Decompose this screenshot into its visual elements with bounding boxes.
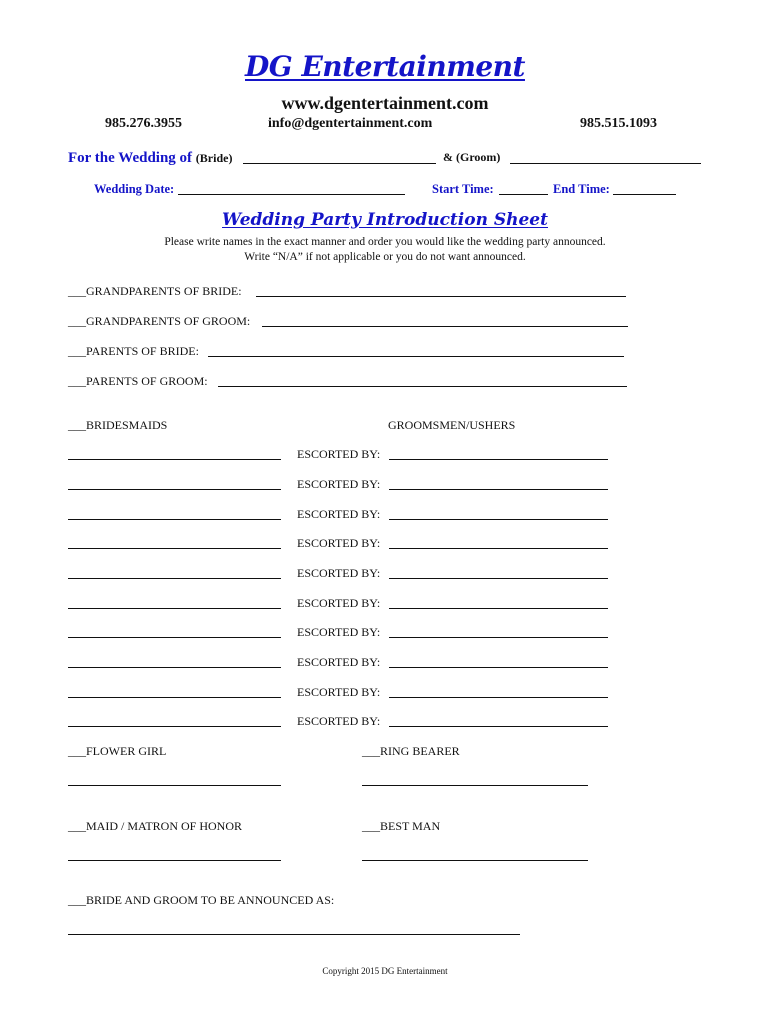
bridesmaids-label: ___BRIDESMAIDS — [68, 418, 168, 432]
wedding-date-label: Wedding Date: — [94, 182, 175, 196]
website-url[interactable]: www.dgentertainment.com — [281, 93, 489, 113]
copyright: Copyright 2015 DG Entertainment — [322, 966, 448, 976]
groomsman-field[interactable] — [389, 726, 608, 727]
escorted-by-label: ESCORTED BY: — [297, 477, 381, 491]
escorted-by-label: ESCORTED BY: — [297, 685, 381, 699]
phone-left: 985.276.3955 — [105, 116, 182, 131]
bride-name-field[interactable] — [243, 163, 436, 164]
escorted-by-label: ESCORTED BY: — [297, 507, 381, 521]
escorted-by-label: ESCORTED BY: — [297, 566, 381, 580]
grandparents-groom-field[interactable] — [262, 326, 628, 327]
bride-label: (Bride) — [195, 151, 233, 165]
best-man-field[interactable] — [362, 860, 588, 861]
bridesmaid-field[interactable] — [68, 608, 281, 609]
best-man-label: ___BEST MAN — [362, 819, 441, 833]
parents-groom-label: ___PARENTS OF GROOM: — [68, 374, 208, 388]
groomsman-field[interactable] — [389, 519, 608, 520]
escorted-by-label: ESCORTED BY: — [297, 596, 381, 610]
start-time-field[interactable] — [499, 194, 548, 195]
groomsman-field[interactable] — [389, 697, 608, 698]
maid-of-honor-field[interactable] — [68, 860, 281, 861]
flower-girl-field[interactable] — [68, 785, 281, 786]
parents-bride-label: ___PARENTS OF BRIDE: — [68, 344, 199, 358]
announced-as-label: ___BRIDE AND GROOM TO BE ANNOUNCED AS: — [68, 893, 335, 907]
flower-girl-label: ___FLOWER GIRL — [68, 744, 167, 758]
groom-label: & (Groom) — [443, 150, 501, 164]
grandparents-groom-label: ___GRANDPARENTS OF GROOM: — [68, 314, 251, 328]
groomsmen-label: GROOMSMEN/USHERS — [388, 418, 516, 432]
bridesmaid-field[interactable] — [68, 667, 281, 668]
maid-of-honor-label: ___MAID / MATRON OF HONOR — [68, 819, 243, 833]
groomsman-field[interactable] — [389, 608, 608, 609]
grandparents-bride-field[interactable] — [256, 296, 626, 297]
escorted-by-label: ESCORTED BY: — [297, 625, 381, 639]
wedding-of-line — [68, 150, 232, 167]
end-time-label: End Time: — [553, 182, 610, 196]
email-address[interactable]: info@dgentertainment.com — [268, 116, 433, 131]
bridesmaid-field[interactable] — [68, 548, 281, 549]
announced-as-field[interactable] — [68, 934, 520, 935]
bridesmaid-field[interactable] — [68, 459, 281, 460]
grandparents-bride-label: ___GRANDPARENTS OF BRIDE: — [68, 284, 242, 298]
end-time-field[interactable] — [613, 194, 676, 195]
bridesmaid-field[interactable] — [68, 726, 281, 727]
wedding-of-label: For the Wedding of — [68, 150, 193, 166]
escorted-by-label: ESCORTED BY: — [297, 655, 381, 669]
brand-title: DG Entertainment — [245, 50, 525, 83]
wedding-date-field[interactable] — [178, 194, 405, 195]
ring-bearer-field[interactable] — [362, 785, 588, 786]
groomsman-field[interactable] — [389, 489, 608, 490]
groomsman-field[interactable] — [389, 459, 608, 460]
instruction-line-1: Please write names in the exact manner and order you would like the wedding party announced. — [164, 236, 606, 248]
bridesmaid-field[interactable] — [68, 489, 281, 490]
escorted-by-label: ESCORTED BY: — [297, 714, 381, 728]
groomsman-field[interactable] — [389, 578, 608, 579]
groomsman-field[interactable] — [389, 548, 608, 549]
parents-groom-field[interactable] — [218, 386, 627, 387]
sheet-title: Wedding Party Introduction Sheet — [222, 210, 548, 230]
bridesmaid-field[interactable] — [68, 697, 281, 698]
bridesmaid-field[interactable] — [68, 637, 281, 638]
groomsman-field[interactable] — [389, 637, 608, 638]
bridesmaid-field[interactable] — [68, 519, 281, 520]
escorted-by-label: ESCORTED BY: — [297, 536, 381, 550]
groom-name-field[interactable] — [510, 163, 701, 164]
start-time-label: Start Time: — [432, 182, 494, 196]
bridesmaid-field[interactable] — [68, 578, 281, 579]
phone-right: 985.515.1093 — [580, 116, 657, 131]
parents-bride-field[interactable] — [208, 356, 624, 357]
ring-bearer-label: ___RING BEARER — [362, 744, 460, 758]
instruction-line-2: Write “N/A” if not applicable or you do not want announced. — [244, 251, 526, 263]
escorted-by-label: ESCORTED BY: — [297, 447, 381, 461]
groomsman-field[interactable] — [389, 667, 608, 668]
